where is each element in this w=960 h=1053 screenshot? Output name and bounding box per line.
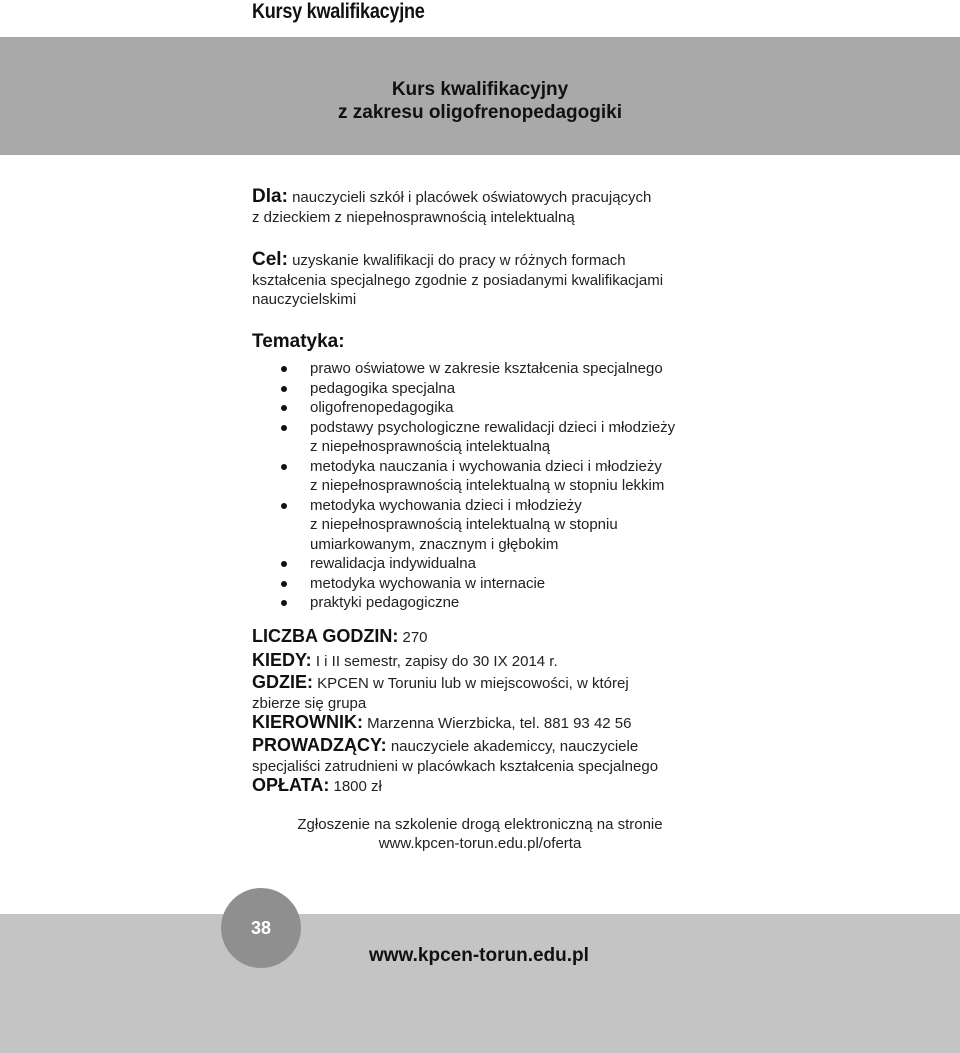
goal-text-line-1: uzyskanie kwalifikacji do pracy w różnych formach xyxy=(292,252,626,269)
registration-note xyxy=(240,815,720,853)
where-label: GDZIE: xyxy=(252,672,313,692)
hours-value: 270 xyxy=(402,629,428,646)
where-value-line-1: KPCEN w Toruniu lub w miejscowości, w której xyxy=(317,675,629,692)
topic-line: rewalidacja indywidualna xyxy=(310,555,476,572)
topic-line: metodyka wychowania dzieci i młodzieży xyxy=(310,496,582,514)
topic-line: oligofrenopedagogika xyxy=(310,399,454,416)
topic-line: podstawy psychologiczne rewalidacji dzieci i młodzieży xyxy=(310,418,676,436)
topic-line: pedagogika specjalna xyxy=(310,379,456,397)
audience-label: Dla: xyxy=(252,186,288,207)
course-title-line-1: Kurs kwalifikacyjny xyxy=(391,79,569,100)
instructors-label: PROWADZĄCY: xyxy=(252,735,387,755)
fee-value: 1800 zł xyxy=(333,778,382,795)
topic-line: metodyka wychowania w internacie xyxy=(310,574,546,592)
goal-label: Cel: xyxy=(252,249,288,270)
instructors-value-line-2: specjaliści zatrudnieni w placówkach kształcenia specjalnego xyxy=(252,758,659,775)
topic-item xyxy=(252,554,712,574)
audience-text-line-2: z dzieckiem z niepełnosprawnością intelektualną xyxy=(252,208,575,226)
where-value-line-2: zbierze się grupa xyxy=(252,695,367,712)
registration-link[interactable]: www.kpcen-torun.edu.pl/oferta xyxy=(378,835,582,852)
topic-item xyxy=(252,457,712,496)
page-number: 38 xyxy=(250,917,272,938)
topic-line: praktyki pedagogiczne xyxy=(310,594,460,611)
goal-section xyxy=(252,250,712,310)
topic-line: metodyka nauczania i wychowania dzieci i młodzieży xyxy=(310,457,662,475)
topic-line: z niepełnosprawnością intelektualną w stopniu lekkim xyxy=(310,477,665,494)
fee-row xyxy=(252,775,722,797)
registration-text: Zgłoszenie na szkolenie drogą elektroniczną na stronie xyxy=(297,816,663,833)
instructors-value-line-1: nauczyciele akademiccy, nauczyciele xyxy=(390,738,639,755)
topic-line: z niepełnosprawnością intelektualną w stopniu xyxy=(310,516,618,533)
audience-section xyxy=(252,187,712,227)
manager-row xyxy=(252,712,722,734)
topic-line: umiarkowanym, znacznym i głębokim xyxy=(310,535,559,553)
audience-text-line-1: nauczycieli szkół i placówek oświatowych pracujących xyxy=(292,189,652,206)
goal-text-line-2: kształcenia specjalnego zgodnie z posiadanymi kwalifikacjami xyxy=(252,271,664,289)
topic-line: z niepełnosprawnością intelektualną xyxy=(310,438,551,455)
topic-item xyxy=(252,574,712,594)
page-section-title: Kursy kwalifikacyjne xyxy=(252,0,425,23)
topic-item xyxy=(252,398,712,418)
when-label: KIEDY: xyxy=(252,650,312,670)
footer-band xyxy=(0,914,960,1053)
topics-section xyxy=(252,331,712,613)
hours-row xyxy=(252,626,722,648)
manager-value: Marzenna Wierzbicka, tel. 881 93 42 56 xyxy=(367,715,632,732)
manager-label: KIEROWNIK: xyxy=(252,712,363,732)
topic-item xyxy=(252,496,712,555)
topic-line: prawo oświatowe w zakresie kształcenia specjalnego xyxy=(310,360,663,377)
hours-label: LICZBA GODZIN: xyxy=(252,626,399,646)
where-row xyxy=(252,672,722,714)
course-title xyxy=(240,78,720,124)
topics-label: Tematyka: xyxy=(252,331,345,352)
when-row xyxy=(252,650,722,672)
topic-item xyxy=(252,359,712,379)
topic-item xyxy=(252,418,712,457)
goal-text-line-3: nauczycielskimi xyxy=(252,291,357,308)
page-number-badge xyxy=(221,888,301,968)
footer-website-link[interactable]: www.kpcen-torun.edu.pl xyxy=(369,945,589,966)
topic-item xyxy=(252,379,712,399)
instructors-row xyxy=(252,735,722,777)
fee-label: OPŁATA: xyxy=(252,775,330,795)
topic-item xyxy=(252,593,712,613)
course-title-line-2: z zakresu oligofrenopedagogiki xyxy=(338,102,622,123)
topics-list xyxy=(252,359,712,613)
when-value: I i II semestr, zapisy do 30 IX 2014 r. xyxy=(315,653,558,670)
